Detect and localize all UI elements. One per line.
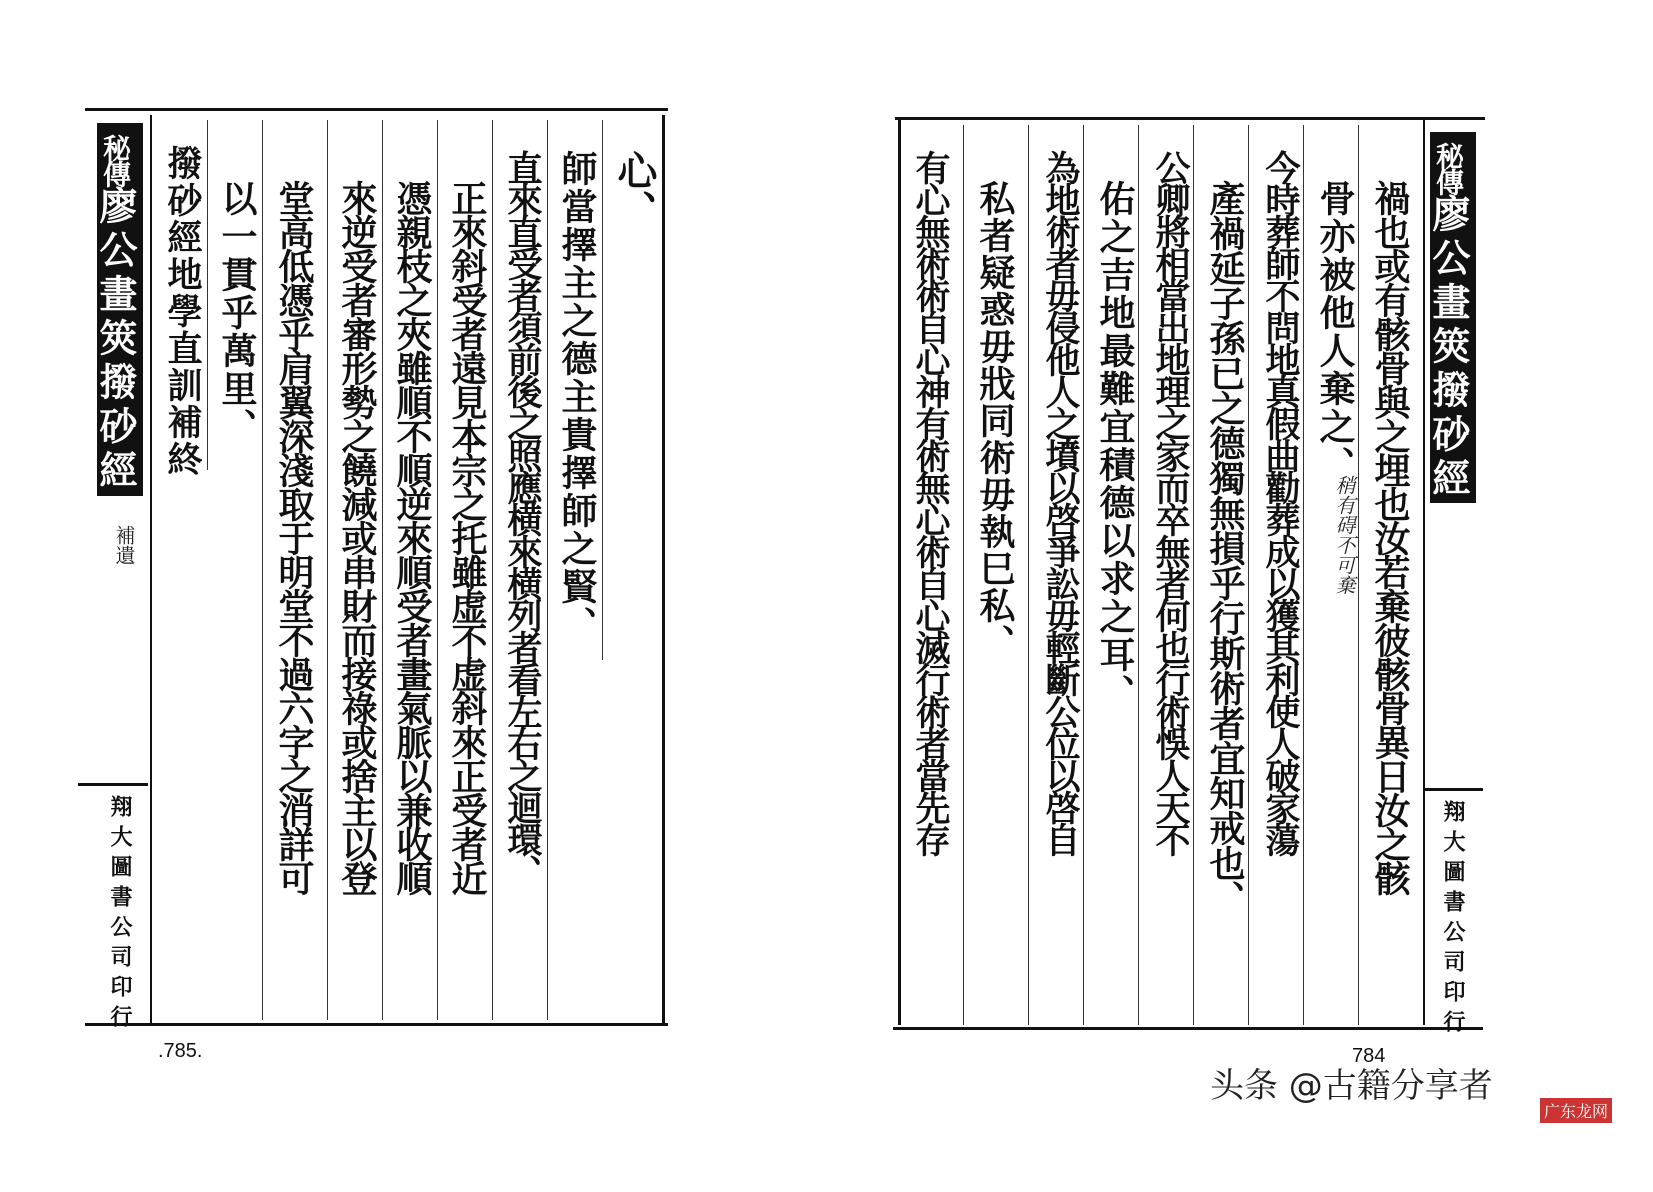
left-bottom-border	[85, 1023, 668, 1026]
left-col-rule	[327, 120, 328, 1020]
left-text-column: 直來直受者須前後之照應横來横列者看左右之迴環、	[502, 150, 543, 886]
watermark-site: 广东龙网	[1540, 1098, 1612, 1123]
left-banner-small: 秘傳	[99, 133, 132, 186]
left-col-rule	[492, 120, 493, 1020]
right-col-rule	[1138, 125, 1139, 1025]
left-text-column: 正來斜受者遠見本宗之托雖虚不虚斜來正受者近	[446, 180, 488, 894]
left-page-number: .785.	[158, 1040, 203, 1062]
right-text-column: 公卿將相當出地理之家而卒無者何也行術悞人天不	[1150, 150, 1191, 854]
right-title-banner	[1426, 132, 1476, 503]
right-publisher: 翔大圖書公司印行	[1440, 800, 1465, 1040]
right-text-column: 佑之吉地最難宜積德以求之耳、	[1094, 180, 1136, 712]
left-top-border	[85, 108, 668, 111]
left-text-column: 憑親枝之夾雖順不順逆來順受者畫氣脈以兼收順	[391, 180, 433, 894]
left-text-column: 師當擇主之德主貴擇師之賢、	[556, 150, 598, 644]
right-col-rule	[1248, 125, 1249, 1025]
left-title-banner	[93, 123, 143, 496]
left-text-column: 撥砂經地學直訓補終	[162, 145, 203, 478]
left-text-column: 心、	[611, 150, 658, 230]
right-text-column: 私者疑惑毋戕同術毋執巳私、	[974, 180, 1016, 661]
right-col-rule	[1028, 125, 1029, 1025]
right-bottom-border	[893, 1027, 1483, 1030]
right-small-note: 稍有碍不可棄	[1332, 475, 1356, 595]
right-text-column: 有心無術術自心神有術無心術自心滅行術者當先存	[910, 150, 951, 854]
right-publisher-rule	[1423, 788, 1483, 791]
left-text-column: 來逆受者審形勢之饒減或串財而接祿或捨主以登	[336, 180, 378, 894]
left-col-rule	[437, 120, 438, 1020]
right-text-column: 為地術者毋侵他人之墳以啓爭訟毋輕斷公位以啓自	[1040, 150, 1081, 854]
right-col-rule	[1193, 125, 1194, 1025]
left-banner-title: 廖公畫筴撥砂經	[93, 185, 137, 494]
left-side-label: 補遺	[112, 525, 136, 565]
right-text-column: 產禍延子孫已之德獨無損乎行斯術者宜知戒也、	[1204, 180, 1246, 915]
left-col-rule	[262, 120, 263, 1020]
left-col-rule	[382, 120, 383, 1020]
left-col-rule	[547, 120, 548, 1020]
right-page-number: 784	[1352, 1045, 1386, 1067]
right-banner-small: 秘傳	[1432, 141, 1465, 194]
left-col-rule	[207, 120, 208, 470]
right-text-column: 禍也或有骸骨與之埋也汝若棄彼骸骨異日汝之骸	[1369, 180, 1411, 894]
right-col-rule	[1083, 125, 1084, 1025]
right-text-column: 骨亦被他人棄之、	[1314, 180, 1356, 484]
right-col-rule	[963, 125, 964, 1025]
left-col-rule	[602, 120, 603, 660]
right-text-column: 今時葬師不問地真假曲勸葬成以獲其利使人破家蕩	[1260, 150, 1301, 854]
left-publisher-rule	[78, 783, 148, 786]
left-text-column: 堂高低憑乎肩翼深淺取于明堂不過六字之消詳可	[273, 180, 315, 894]
right-col-rule	[1303, 125, 1304, 1025]
left-publisher: 翔大圖書公司印行	[107, 795, 132, 1035]
left-text-column: 以一貫乎萬里、	[216, 180, 258, 446]
watermark-text: 头条 @古籍分享者	[1210, 1066, 1493, 1106]
right-banner-title: 廖公畫筴撥砂經	[1426, 193, 1470, 502]
